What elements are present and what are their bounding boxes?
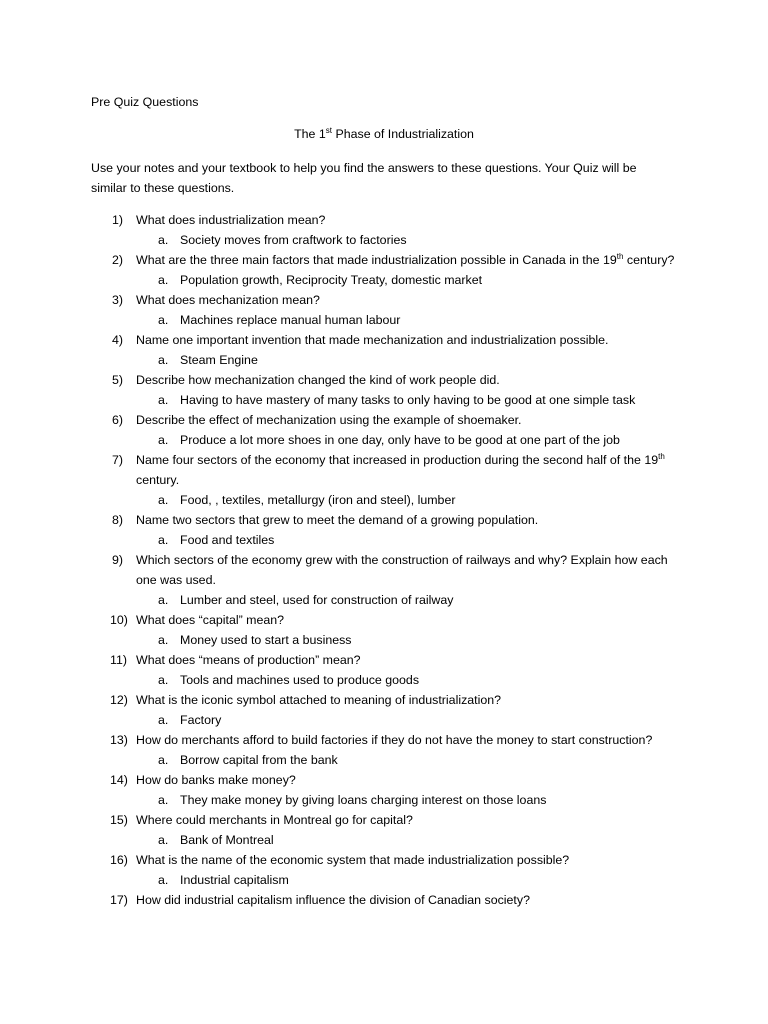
answer-text: Produce a lot more shoes in one day, only have to be good at one part of the job — [180, 433, 620, 447]
question-item — [91, 210, 691, 230]
question-text: What does “means of production” mean? — [136, 653, 361, 667]
question-number: 10) — [110, 613, 128, 627]
question-item — [91, 550, 691, 590]
heading-superscript: st — [325, 125, 333, 135]
question-item — [91, 330, 691, 350]
answer-item — [91, 870, 691, 890]
question-number: 3) — [112, 293, 124, 307]
answer-letter: a. — [158, 313, 169, 327]
question-number: 11) — [110, 653, 127, 667]
question-number: 1) — [112, 213, 124, 227]
question-text: How do merchants afford to build factories if they do not have the money to start construction? — [136, 733, 653, 747]
question-number: 5) — [112, 373, 124, 387]
question-number: 16) — [110, 853, 128, 867]
answer-text: Tools and machines used to produce goods — [180, 673, 420, 687]
question-text: What does “capital” mean? — [136, 613, 285, 627]
question-item — [91, 370, 691, 390]
question-text: What does industrialization mean? — [136, 213, 326, 227]
answer-text: Steam Engine — [180, 353, 258, 367]
answer-item — [91, 790, 691, 810]
question-number: 8) — [112, 513, 124, 527]
question-item — [91, 450, 691, 490]
question-number: 13) — [110, 733, 128, 747]
answer-item — [91, 590, 691, 610]
answer-text: Borrow capital from the bank — [180, 753, 338, 767]
question-text: What does mechanization mean? — [136, 293, 320, 307]
answer-letter: a. — [158, 633, 169, 647]
answer-text: Food and textiles — [180, 533, 275, 547]
question-number: 17) — [110, 893, 128, 907]
answer-item — [91, 750, 691, 770]
question-text: Name four sectors of the economy that increased in production during the second half of the 19th century. — [136, 451, 665, 487]
answer-letter: a. — [158, 353, 169, 367]
question-text: Which sectors of the economy grew with the construction of railways and why? Explain how each one was used. — [136, 553, 668, 587]
answer-letter: a. — [158, 673, 169, 687]
question-item — [91, 410, 691, 430]
answer-item — [91, 670, 691, 690]
answer-letter: a. — [158, 233, 169, 247]
question-item — [91, 850, 691, 870]
answer-item — [91, 270, 691, 290]
answer-item — [91, 710, 691, 730]
document-title: Pre Quiz Questions — [91, 95, 199, 109]
answer-text: They make money by giving loans charging interest on those loans — [180, 793, 547, 807]
question-item — [91, 730, 691, 750]
question-text: How do banks make money? — [136, 773, 296, 787]
answer-letter: a. — [158, 713, 169, 727]
answer-text: Bank of Montreal — [180, 833, 274, 847]
question-number: 15) — [110, 813, 128, 827]
question-text: Describe how mechanization changed the kind of work people did. — [136, 373, 500, 387]
question-text: Describe the effect of mechanization using the example of shoemaker. — [136, 413, 522, 427]
question-number: 9) — [112, 553, 124, 567]
answer-letter: a. — [158, 393, 169, 407]
question-item — [91, 890, 691, 910]
answer-letter: a. — [158, 793, 169, 807]
answer-text: Machines replace manual human labour — [180, 313, 401, 327]
answer-letter: a. — [158, 533, 169, 547]
answer-letter: a. — [158, 753, 169, 767]
question-item — [91, 650, 691, 670]
answer-item — [91, 630, 691, 650]
answer-letter: a. — [158, 833, 169, 847]
answer-item — [91, 830, 691, 850]
question-list — [91, 210, 691, 910]
intro-paragraph: Use your notes and your textbook to help you find the answers to these questions. Your Quiz will be similar to these questions. — [91, 161, 637, 195]
question-item — [91, 610, 691, 630]
answer-letter: a. — [158, 433, 169, 447]
heading-suffix: Phase of Industrialization — [332, 127, 474, 141]
question-item — [91, 770, 691, 790]
question-number: 6) — [112, 413, 124, 427]
question-number: 7) — [112, 453, 124, 467]
question-number: 2) — [112, 253, 124, 267]
answer-item — [91, 490, 691, 510]
question-number: 12) — [110, 693, 128, 707]
question-item — [91, 510, 691, 530]
question-text: How did industrial capitalism influence the division of Canadian society? — [136, 893, 530, 907]
question-item — [91, 250, 691, 270]
question-text: What is the iconic symbol attached to meaning of industrialization? — [136, 693, 502, 707]
answer-text: Factory — [180, 713, 222, 727]
question-item — [91, 690, 691, 710]
question-text: Name two sectors that grew to meet the demand of a growing population. — [136, 513, 539, 527]
answer-item — [91, 390, 691, 410]
question-text: What is the name of the economic system that made industrialization possible? — [136, 853, 570, 867]
question-text: Where could merchants in Montreal go for capital? — [136, 813, 413, 827]
question-number: 4) — [112, 333, 124, 347]
answer-letter: a. — [158, 873, 169, 887]
answer-letter: a. — [158, 593, 169, 607]
answer-text: Having to have mastery of many tasks to only having to be good at one simple task — [180, 393, 636, 407]
answer-item — [91, 530, 691, 550]
answer-letter: a. — [158, 493, 169, 507]
question-number: 14) — [110, 773, 128, 787]
answer-text: Industrial capitalism — [180, 873, 289, 887]
question-text: Name one important invention that made mechanization and industrialization possible. — [136, 333, 609, 347]
question-text: What are the three main factors that made industrialization possible in Canada in the 19th century? — [136, 251, 675, 267]
document-heading — [0, 124, 768, 144]
heading-prefix: The 1 — [294, 127, 326, 141]
answer-item — [91, 310, 691, 330]
answer-item — [91, 230, 691, 250]
question-item — [91, 810, 691, 830]
answer-text: Money used to start a business — [180, 633, 352, 647]
answer-text: Food, , textiles, metallurgy (iron and steel), lumber — [180, 493, 456, 507]
answer-text: Society moves from craftwork to factories — [180, 233, 407, 247]
answer-item — [91, 430, 691, 450]
answer-text: Population growth, Reciprocity Treaty, domestic market — [180, 273, 483, 287]
answer-item — [91, 350, 691, 370]
answer-text: Lumber and steel, used for construction of railway — [180, 593, 454, 607]
question-item — [91, 290, 691, 310]
answer-letter: a. — [158, 273, 169, 287]
